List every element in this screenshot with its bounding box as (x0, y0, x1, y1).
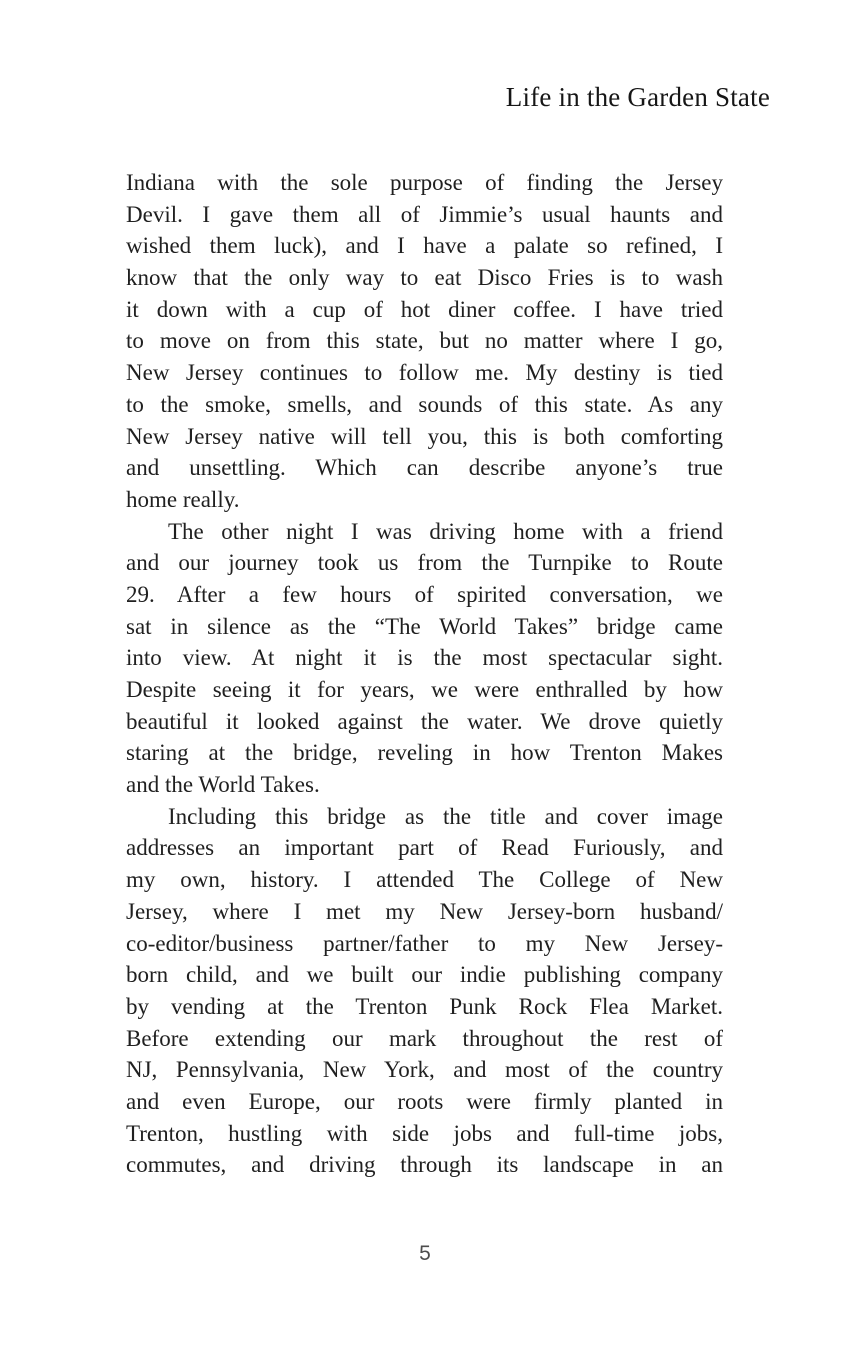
text-line: staring at the bridge, reveling in how Trenton Makes (126, 740, 723, 766)
running-header: Life in the Garden State (505, 82, 770, 112)
text-line: it down with a cup of hot diner coffee. I have tried (126, 296, 723, 322)
text-line: Including this bridge as the title and cover image (168, 803, 723, 829)
text-line: sat in silence as the “The World Takes” bridge came (126, 613, 723, 639)
text-line: Indiana with the sole purpose of finding the Jersey (126, 170, 723, 195)
text-line: Devil. I gave them all of Jimmie’s usual haunts and (126, 201, 723, 227)
text-line: by vending at the Trenton Punk Rock Flea Market. (126, 993, 723, 1019)
body-text (126, 167, 723, 1181)
text-line: New Jersey native will tell you, this is both comforting (126, 423, 723, 449)
text-line: know that the only way to eat Disco Fries is to wash (126, 265, 723, 291)
page-number: 5 (419, 1242, 431, 1265)
text-line: New Jersey continues to follow me. My destiny is tied (126, 360, 723, 386)
text-line: and the World Takes. (126, 772, 320, 798)
paragraph (126, 801, 723, 1181)
text-line: wished them luck), and I have a palate so refined, I (126, 233, 723, 259)
text-line: and our journey took us from the Turnpike to Route (126, 550, 723, 576)
text-line: 29. After a few hours of spirited conversation, we (126, 581, 723, 607)
text-line: addresses an important part of Read Furiously, and (126, 835, 723, 861)
text-line: NJ, Pennsylvania, New York, and most of the country (126, 1057, 723, 1083)
text-line: to move on from this state, but no matter where I go, (126, 328, 723, 354)
text-line: into view. At night it is the most spectacular sight. (126, 645, 723, 671)
text-line: Before extending our mark throughout the rest of (126, 1025, 723, 1051)
text-line: commutes, and driving through its landscape in an (126, 1152, 723, 1178)
text-line: to the smoke, smells, and sounds of this state. As any (126, 391, 723, 417)
paragraph (126, 167, 723, 516)
text-line: Despite seeing it for years, we were enthralled by how (126, 677, 723, 702)
text-line: The other night I was driving home with a friend (168, 518, 723, 544)
text-line: Trenton, hustling with side jobs and full-time jobs, (126, 1120, 723, 1146)
text-line: Jersey, where I met my New Jersey-born husband/ (126, 898, 723, 924)
text-line: co-editor/business partner/father to my New Jersey- (126, 930, 723, 956)
text-line: born child, and we built our indie publishing company (126, 962, 723, 988)
text-line: and even Europe, our roots were firmly planted in (126, 1088, 723, 1114)
text-line: and unsettling. Which can describe anyone’s true (126, 455, 723, 481)
text-line: home really. (126, 486, 240, 512)
paragraph (126, 516, 723, 801)
text-line: my own, history. I attended The College of New (126, 867, 723, 893)
text-line: beautiful it looked against the water. We drove quietly (126, 708, 723, 734)
